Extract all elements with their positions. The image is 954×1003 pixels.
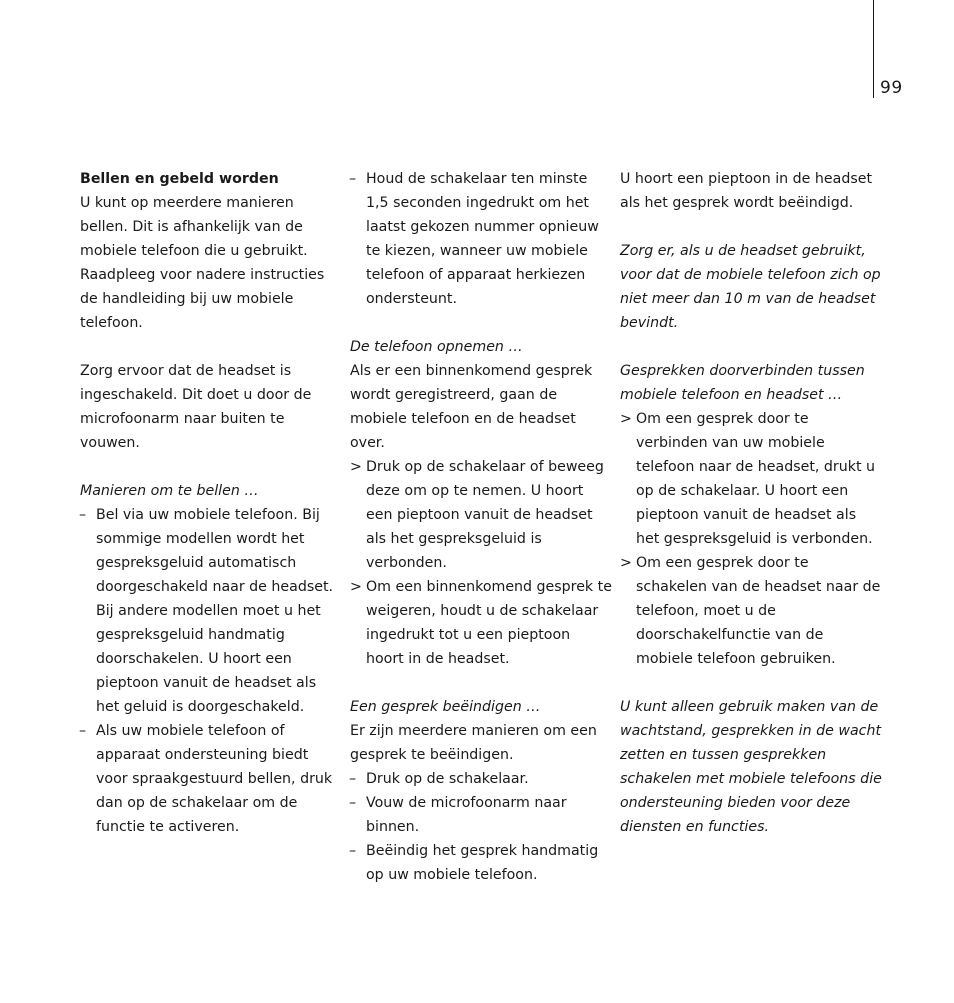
- list-item-text: Bel via uw mobiele telefoon. Bij sommige modellen wordt het gespreksgeluid automatisch doorgeschakeld naar de headset. Bij andere modellen moet u het gespreksgeluid handmatig doorschakelen. U hoort een pieptoon vanuit de headset als het geluid is doorgeschakeld.: [96, 507, 334, 715]
- dash-marker: –: [349, 171, 357, 187]
- note-distance: Zorg er, als u de headset gebruikt, voor dat de mobiele telefoon zich op niet meer dan 10 m van de headset bevindt.: [620, 243, 881, 331]
- dash-marker: –: [349, 843, 357, 859]
- list-item-text: Vouw de microfoonarm naar binnen.: [366, 795, 567, 835]
- paragraph-end-beep: U hoort een pieptoon in de headset als het gesprek wordt beëindigd.: [620, 171, 873, 211]
- dash-marker: –: [79, 507, 87, 523]
- list-item-text: Druk op de schakelaar.: [366, 771, 529, 787]
- list-item-text: Om een gesprek door te schakelen van de headset naar de telefoon, moet u de doorschakelfunctie van de mobiele telefoon gebruiken.: [636, 555, 881, 667]
- list-item-text: Houd de schakelaar ten minste 1,5 seconden ingedrukt om het laatst gekozen nummer opnieuw te kiezen, wanneer uw mobiele telefoon of apparaat herkiezen ondersteunt.: [366, 171, 599, 307]
- section-heading-calling: Bellen en gebeld worden: [80, 171, 279, 187]
- list-item: [80, 719, 340, 839]
- dash-marker: –: [79, 723, 87, 739]
- list-item: [350, 767, 612, 791]
- list-item: [350, 791, 612, 839]
- list-item-text: Om een gesprek door te verbinden van uw mobiele telefoon naar de headset, drukt u op de schakelaar. U hoort een pieptoon vanuit de headset als het gespreksgeluid is verbonden.: [636, 411, 876, 547]
- dash-marker: –: [349, 771, 357, 787]
- list-item: [80, 503, 340, 719]
- arrow-marker: >: [620, 555, 632, 571]
- page-number: 99: [880, 78, 903, 98]
- paragraph-headset-on: Zorg ervoor dat de headset is ingeschakeld. Dit doet u door de microfoonarm naar buiten te vouwen.: [80, 363, 312, 451]
- list-item-text: Beëindig het gesprek handmatig op uw mobiele telefoon.: [366, 843, 599, 883]
- list-item: [350, 167, 612, 311]
- subheading-answer-call: De telefoon opnemen …: [350, 339, 523, 355]
- dash-marker: –: [349, 795, 357, 811]
- list-item: [350, 575, 612, 671]
- column-3: [620, 167, 882, 839]
- arrow-marker: >: [620, 411, 632, 427]
- column-1: [80, 167, 340, 839]
- note-waiting-features: U kunt alleen gebruik maken van de wachtstand, gesprekken in de wacht zetten en tussen gesprekken schakelen met mobiele telefoons die ondersteuning bieden voor deze diensten en functies.: [620, 699, 882, 835]
- paragraph-end-call: Er zijn meerdere manieren om een gesprek te beëindigen.: [350, 723, 597, 763]
- subheading-ways-to-call: Manieren om te bellen …: [80, 483, 259, 499]
- list-item: [350, 455, 612, 575]
- paragraph-intro: U kunt op meerdere manieren bellen. Dit is afhankelijk van de mobiele telefoon die u gebruikt. Raadpleeg voor nadere instructies de handleiding bij uw mobiele telefoon.: [80, 195, 325, 331]
- list-item: [350, 839, 612, 887]
- subheading-transfer-calls: Gesprekken doorverbinden tussen mobiele telefoon en headset …: [620, 363, 865, 403]
- subheading-end-call: Een gesprek beëindigen …: [350, 699, 541, 715]
- list-item: [620, 551, 882, 671]
- page-rule: [873, 0, 874, 98]
- list-item-text: Als uw mobiele telefoon of apparaat ondersteuning biedt voor spraakgestuurd bellen, druk dan op de schakelaar om de functie te activeren.: [96, 723, 333, 835]
- column-2: [350, 167, 612, 887]
- list-item-text: Om een binnenkomend gesprek te weigeren, houdt u de schakelaar ingedrukt tot u een pieptoon hoort in de headset.: [366, 579, 612, 667]
- arrow-marker: >: [350, 579, 362, 595]
- list-item: [620, 407, 882, 551]
- arrow-marker: >: [350, 459, 362, 475]
- list-item-text: Druk op de schakelaar of beweeg deze om op te nemen. U hoort een pieptoon vanuit de headset als het gespreksgeluid is verbonden.: [366, 459, 604, 571]
- paragraph-incoming-call: Als er een binnenkomend gesprek wordt geregistreerd, gaan de mobiele telefoon en de headset over.: [350, 363, 593, 451]
